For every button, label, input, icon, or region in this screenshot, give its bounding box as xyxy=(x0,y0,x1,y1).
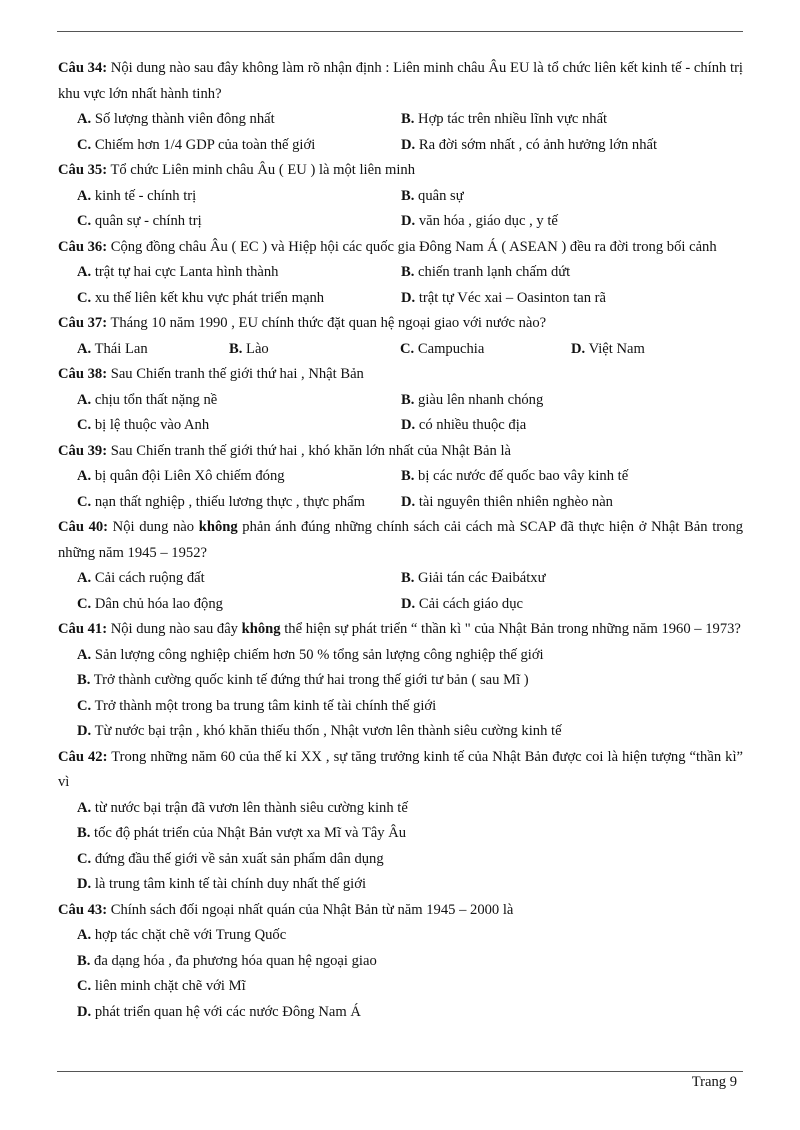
option-text: Trở thành cường quốc kinh tế đứng thứ hai trong thế giới tư bản ( sau Mĩ ) xyxy=(90,672,529,688)
answer-options xyxy=(58,566,743,617)
option-text: đa dạng hóa , đa phương hóa quan hệ ngoại giao xyxy=(90,952,377,969)
option-letter: D. xyxy=(401,595,416,612)
question-block xyxy=(58,898,743,1026)
option-text: là trung tâm kinh tế tài chính duy nhất thế giới xyxy=(91,876,367,892)
option-text: Chiếm hơn 1/4 GDP của toàn thế giới xyxy=(91,136,316,153)
option-text: bị quân đội Liên Xô chiếm đóng xyxy=(91,468,285,484)
option-letter: A. xyxy=(77,468,92,484)
answer-option xyxy=(77,643,743,669)
answer-option xyxy=(401,490,743,516)
option-letter: D. xyxy=(401,493,416,510)
answer-option xyxy=(401,107,743,133)
question-block xyxy=(58,745,743,898)
answer-options xyxy=(58,107,743,158)
answer-option xyxy=(77,413,401,439)
question-stem xyxy=(58,311,743,337)
option-text: chiến tranh lạnh chấm dứt xyxy=(414,264,571,280)
answer-options xyxy=(58,464,743,515)
option-text: quân sự xyxy=(414,187,464,204)
answer-option xyxy=(401,566,743,592)
question-number: Câu 38: xyxy=(58,366,108,382)
option-letter: C. xyxy=(77,595,92,612)
answer-option xyxy=(77,796,743,822)
answer-option xyxy=(401,413,743,439)
option-letter: C. xyxy=(77,417,92,433)
question-text: Tổ chức Liên minh châu Âu ( EU ) là một liên minh xyxy=(107,162,416,178)
option-text: có nhiều thuộc địa xyxy=(415,417,527,433)
option-letter: C. xyxy=(77,136,92,153)
answer-option xyxy=(77,872,743,898)
answer-option xyxy=(77,1000,743,1026)
page-number: Trang 9 xyxy=(691,1074,737,1090)
option-letter: B. xyxy=(401,187,415,204)
answer-option xyxy=(77,719,743,745)
answer-option xyxy=(77,260,401,286)
option-letter: A. xyxy=(77,187,92,204)
question-text: Chính sách đối ngoại nhất quán của Nhật Bản từ năm 1945 – 2000 là xyxy=(107,901,514,918)
option-letter: C. xyxy=(77,289,92,306)
option-text: Cải cách giáo dục xyxy=(415,595,523,612)
answer-option xyxy=(401,133,743,159)
option-text: Hợp tác trên nhiều lĩnh vực nhất xyxy=(414,111,608,127)
option-text: Từ nước bại trận , khó khăn thiếu thốn , Nhật vươn lên thành siêu cường kinh tế xyxy=(91,723,562,739)
option-letter: C. xyxy=(77,213,92,229)
option-text: đứng đầu thế giới về sản xuất sản phẩm dân dụng xyxy=(91,850,384,867)
question-block xyxy=(58,235,743,312)
option-letter: D. xyxy=(401,417,416,433)
option-text: quân sự - chính trị xyxy=(91,213,202,229)
question-list xyxy=(58,56,743,1025)
option-letter: C. xyxy=(77,850,92,867)
question-text: Sau Chiến tranh thế giới thứ hai , Nhật Bản xyxy=(107,366,364,382)
answer-option xyxy=(77,821,743,847)
option-letter: C. xyxy=(77,697,92,714)
option-letter: A. xyxy=(77,799,92,816)
answer-options xyxy=(58,260,743,311)
option-letter: A. xyxy=(77,111,92,127)
answer-option xyxy=(77,847,743,873)
question-number: Câu 40: xyxy=(58,519,109,535)
answer-options xyxy=(58,796,743,898)
question-block xyxy=(58,362,743,439)
option-letter: B. xyxy=(401,391,415,408)
option-letter: A. xyxy=(77,927,92,943)
option-letter: D. xyxy=(77,1003,92,1020)
answer-option xyxy=(77,974,743,1000)
option-text: văn hóa , giáo dục , y tế xyxy=(415,213,558,229)
header-rule xyxy=(57,31,743,32)
question-block xyxy=(58,617,743,745)
option-letter: B. xyxy=(401,264,415,280)
question-stem xyxy=(58,745,743,796)
question-number: Câu 36: xyxy=(58,238,108,255)
option-text: hợp tác chặt chẽ với Trung Quốc xyxy=(91,927,287,943)
option-text: tài nguyên thiên nhiên nghèo nàn xyxy=(415,493,613,510)
option-text: Sản lượng công nghiệp chiếm hơn 50 % tổng sản lượng công nghiệp thế giới xyxy=(91,646,544,663)
question-stem xyxy=(58,362,743,388)
answer-option xyxy=(401,464,743,490)
option-text: kinh tế - chính trị xyxy=(91,187,197,204)
answer-option xyxy=(77,337,229,363)
answer-option xyxy=(77,592,401,618)
question-block xyxy=(58,158,743,235)
answer-option xyxy=(77,107,401,133)
answer-option xyxy=(77,209,401,235)
question-emphasis: không xyxy=(241,621,281,637)
option-text: Dân chủ hóa lao động xyxy=(91,595,223,612)
option-text: Ra đời sớm nhất , có ảnh hưởng lớn nhất xyxy=(415,136,658,153)
question-stem xyxy=(58,439,743,465)
question-block xyxy=(58,311,743,362)
option-text: Thái Lan xyxy=(91,340,148,357)
answer-options xyxy=(58,388,743,439)
question-number: Câu 39: xyxy=(58,442,108,459)
option-text: Số lượng thành viên đông nhất xyxy=(91,111,275,127)
option-text: Lào xyxy=(242,340,269,357)
option-letter: C. xyxy=(77,978,92,994)
question-text: Nội dung nào xyxy=(108,519,199,535)
option-letter: C. xyxy=(400,340,415,357)
answer-option xyxy=(77,949,743,975)
option-letter: A. xyxy=(77,340,92,357)
question-number: Câu 37: xyxy=(58,315,108,331)
option-text: Giải tán các Đaibátxư xyxy=(414,570,546,586)
option-letter: D. xyxy=(401,136,416,153)
question-stem xyxy=(58,235,743,261)
answer-option xyxy=(401,286,743,312)
option-text: nạn thất nghiệp , thiếu lương thực , thực phẩm xyxy=(91,493,366,510)
option-text: Cải cách ruộng đất xyxy=(91,570,205,586)
question-stem xyxy=(58,515,743,566)
question-block xyxy=(58,56,743,158)
answer-option xyxy=(77,184,401,210)
option-letter: D. xyxy=(77,876,92,892)
option-text: phát triển quan hệ với các nước Đông Nam Á xyxy=(91,1003,361,1020)
answer-option xyxy=(77,566,401,592)
question-stem xyxy=(58,158,743,184)
option-letter: A. xyxy=(77,646,92,663)
question-number: Câu 41: xyxy=(58,621,108,637)
option-letter: B. xyxy=(77,952,91,969)
answer-option xyxy=(401,260,743,286)
option-letter: B. xyxy=(77,825,91,841)
question-number: Câu 34: xyxy=(58,60,108,76)
question-number: Câu 42: xyxy=(58,748,108,765)
option-letter: A. xyxy=(77,391,92,408)
answer-option xyxy=(401,592,743,618)
option-letter: D. xyxy=(401,289,416,306)
answer-options xyxy=(58,337,743,363)
question-text: Sau Chiến tranh thế giới thứ hai , khó khăn lớn nhất của Nhật Bản là xyxy=(107,442,511,459)
option-text: Việt Nam xyxy=(585,340,645,357)
option-letter: A. xyxy=(77,570,92,586)
answer-option xyxy=(77,286,401,312)
option-letter: A. xyxy=(77,264,92,280)
question-emphasis: không xyxy=(198,519,238,535)
answer-option xyxy=(77,388,401,414)
answer-option xyxy=(77,133,401,159)
option-letter: D. xyxy=(77,723,92,739)
question-text: Tháng 10 năm 1990 , EU chính thức đặt quan hệ ngoại giao với nước nào? xyxy=(107,315,547,331)
option-letter: B. xyxy=(77,672,91,688)
answer-options xyxy=(58,923,743,1025)
question-number: Câu 35: xyxy=(58,162,108,178)
answer-option xyxy=(401,388,743,414)
option-letter: B. xyxy=(229,340,243,357)
option-letter: D. xyxy=(571,340,586,357)
answer-option xyxy=(77,464,401,490)
option-text: Campuchia xyxy=(414,340,485,357)
question-stem xyxy=(58,56,743,107)
question-stem xyxy=(58,617,743,643)
question-text: Trong những năm 60 của thế kỉ XX , sự tăng trưởng kinh tế của Nhật Bản được coi là hiện tượng “thần kì” vì xyxy=(58,748,743,790)
question-block xyxy=(58,439,743,516)
question-text-cont: phản ánh đúng những chính sách cải cách mà SCAP đã thực hiện ở Nhật Bản trong những năm 1945 – 1952? xyxy=(58,519,744,561)
answer-option xyxy=(229,337,400,363)
answer-option xyxy=(401,209,743,235)
option-letter: B. xyxy=(401,570,415,586)
question-stem xyxy=(58,898,743,924)
option-text: bị các nước đế quốc bao vây kinh tế xyxy=(414,468,629,484)
question-text: Cộng đồng châu Âu ( EC ) và Hiệp hội các quốc gia Đông Nam Á ( ASEAN ) đều ra đời trong bối cảnh xyxy=(107,238,717,255)
option-text: tốc độ phát triển của Nhật Bản vượt xa Mĩ và Tây Âu xyxy=(90,825,407,841)
answer-option xyxy=(77,490,401,516)
option-letter: B. xyxy=(401,111,415,127)
answer-options xyxy=(58,643,743,745)
option-text: bị lệ thuộc vào Anh xyxy=(91,417,210,433)
option-letter: B. xyxy=(401,468,415,484)
footer-rule xyxy=(57,1071,743,1072)
option-text: liên minh chặt chẽ với Mĩ xyxy=(91,978,246,994)
option-text: từ nước bại trận đã vươn lên thành siêu cường kinh tế xyxy=(91,799,408,816)
question-block xyxy=(58,515,743,617)
answer-option xyxy=(400,337,571,363)
answer-option xyxy=(77,668,743,694)
option-letter: C. xyxy=(77,493,92,510)
option-text: giàu lên nhanh chóng xyxy=(414,391,544,408)
question-text-cont: thể hiện sự phát triển “ thần kì " của Nhật Bản trong những năm 1960 – 1973? xyxy=(280,621,741,637)
option-text: trật tự hai cực Lanta hình thành xyxy=(91,264,279,280)
option-text: Trở thành một trong ba trung tâm kinh tế tài chính thế giới xyxy=(91,697,437,714)
option-text: trật tự Véc xai – Oasinton tan rã xyxy=(415,289,607,306)
answer-option xyxy=(77,923,743,949)
answer-option xyxy=(77,694,743,720)
option-letter: D. xyxy=(401,213,416,229)
question-number: Câu 43: xyxy=(58,901,108,918)
option-text: xu thế liên kết khu vực phát triển mạnh xyxy=(91,289,325,306)
answer-options xyxy=(58,184,743,235)
question-text: Nội dung nào sau đây xyxy=(107,621,242,637)
answer-option xyxy=(571,337,741,363)
question-text: Nội dung nào sau đây không làm rõ nhận định : Liên minh châu Âu EU là tổ chức liên kết kinh tế - chính trị khu vực lớn nhất hành tinh? xyxy=(58,60,743,102)
option-text: chịu tổn thất nặng nề xyxy=(91,391,218,408)
answer-option xyxy=(401,184,743,210)
